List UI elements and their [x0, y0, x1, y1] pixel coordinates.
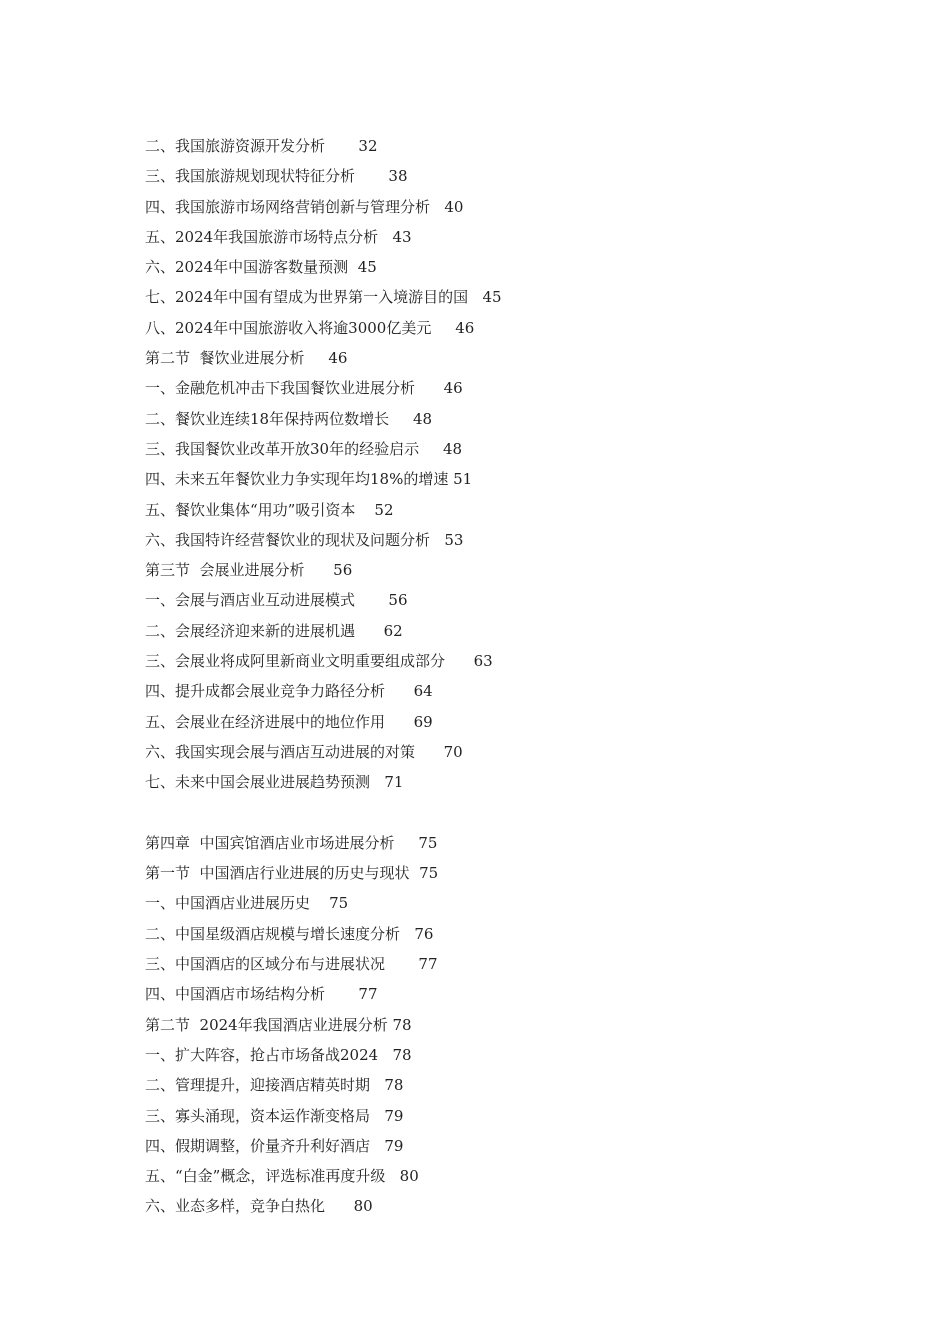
- toc-entry-page: 75: [329, 894, 349, 913]
- toc-entry-page: 48: [412, 409, 433, 428]
- toc-entry-gap: [431, 319, 455, 337]
- toc-entry-page: 78: [392, 1045, 412, 1064]
- toc-entry-gap: [325, 137, 358, 155]
- toc-entry: [145, 740, 845, 770]
- toc-entry-page: 53: [444, 530, 464, 549]
- toc-entry-title: 三、我国旅游规划现状特征分析: [145, 167, 356, 186]
- toc-entry-page: 32: [358, 137, 378, 155]
- toc-entry-page: 70: [443, 742, 463, 761]
- toc-entry-page: 43: [392, 227, 412, 246]
- toc-entry: [145, 922, 845, 952]
- toc-entry-title: 三、会展业将成阿里新商业文明重要组成部分: [145, 652, 446, 671]
- toc-entry-page: 63: [473, 652, 493, 671]
- toc-entry-page: 71: [384, 773, 404, 792]
- toc-entry-gap: [370, 1107, 384, 1125]
- toc-entry-title: 六、我国实现会展与酒店互动进展的对策: [145, 742, 416, 761]
- toc-entry-title: 一、扩大阵容，抢占市场备战2024: [145, 1045, 379, 1064]
- toc-entry-title: 四、中国酒店市场结构分析: [145, 985, 326, 1004]
- toc-entry-title: 二、中国星级酒店规模与增长速度分析: [145, 924, 401, 943]
- toc-entry-title: 四、我国旅游市场网络营销创新与管理分析: [145, 197, 431, 216]
- toc-entry-gap: [395, 834, 419, 852]
- toc-entry-title: 六、我国特许经营餐饮业的现状及问题分析: [145, 530, 431, 549]
- toc-entry: [145, 1043, 845, 1073]
- toc-entry-page: 40: [444, 197, 464, 216]
- toc-entry: [145, 558, 845, 588]
- toc-entry-gap: [410, 864, 420, 882]
- toc-entry-gap: [385, 713, 414, 731]
- toc-entry: [145, 134, 845, 164]
- toc-entry-page: 76: [414, 924, 434, 943]
- toc-entry: [145, 1134, 845, 1164]
- toc-entry-page: 77: [418, 955, 438, 974]
- toc-entry: [145, 952, 845, 982]
- toc-entry: [145, 1104, 845, 1134]
- toc-entry-title: 四、未来五年餐饮业力争实现年均18%的增速: [145, 470, 449, 489]
- toc-entry-title: 第二节 2024年我国酒店业进展分析: [145, 1015, 388, 1034]
- toc-entry-page: 64: [413, 682, 433, 701]
- toc-entry-gap: [419, 440, 443, 458]
- toc-entry: [145, 225, 845, 255]
- toc-entry: [145, 1194, 845, 1224]
- toc-entry-page: 45: [482, 288, 502, 307]
- toc-entry-page: 69: [413, 712, 433, 731]
- toc-entry-title: 八、2024年中国旅游收入将逾3000亿美元: [145, 318, 432, 337]
- toc-entry-gap: [325, 1197, 354, 1215]
- toc-entry-gap: [370, 1137, 384, 1155]
- toc-entry-title: 五、2024年我国旅游市场特点分析: [145, 227, 379, 246]
- toc-entry-gap: [355, 501, 374, 519]
- toc-entry-gap: [385, 682, 414, 700]
- toc-entry-title: 第三节 会展业进展分析: [145, 561, 305, 580]
- toc-entry: [145, 498, 845, 528]
- toc-entry-title: 六、2024年中国游客数量预测: [145, 258, 349, 277]
- table-of-contents: [145, 134, 845, 1225]
- toc-entry-gap: [355, 622, 384, 640]
- toc-entry-page: 45: [357, 258, 377, 277]
- toc-entry: [145, 467, 845, 497]
- toc-entry: [145, 407, 845, 437]
- toc-entry-title: 一、会展与酒店业互动进展模式: [145, 591, 356, 610]
- toc-entry: [145, 649, 845, 679]
- toc-entry-title: 七、未来中国会展业进展趋势预测: [145, 773, 371, 792]
- toc-entry: [145, 316, 845, 346]
- toc-entry: [145, 891, 845, 921]
- toc-entry: [145, 376, 845, 406]
- toc-entry: [145, 831, 845, 861]
- toc-entry-title: 第二节 餐饮业进展分析: [145, 349, 305, 368]
- toc-entry-title: 三、中国酒店的区域分布与进展状况: [145, 955, 386, 974]
- toc-entry-gap: [430, 198, 444, 216]
- toc-entry: [145, 346, 845, 376]
- toc-entry-page: 78: [384, 1076, 404, 1095]
- toc-entry-gap: [445, 652, 474, 670]
- toc-entry: [145, 679, 845, 709]
- toc-entry: [145, 619, 845, 649]
- toc-entry: [145, 982, 845, 1012]
- toc-entry: [145, 528, 845, 558]
- toc-entry-gap: [468, 288, 482, 306]
- toc-entry-title: 一、金融危机冲击下我国餐饮业进展分析: [145, 379, 416, 398]
- toc-entry: [145, 1073, 845, 1103]
- toc-entry-title: 第一节 中国酒店行业进展的历史与现状: [145, 864, 410, 883]
- toc-entry-title: 七、2024年中国有望成为世界第一入境游目的国: [145, 288, 469, 307]
- toc-entry-gap: [310, 894, 329, 912]
- toc-entry-page: 78: [392, 1015, 412, 1034]
- toc-entry-title: 二、餐饮业连续18年保持两位数增长: [145, 409, 390, 428]
- toc-entry-gap: [370, 773, 384, 791]
- toc-entry-title: 五、餐饮业集体“用功”吸引资本: [145, 500, 356, 519]
- toc-entry-page: 80: [399, 1167, 419, 1186]
- toc-entry-title: 四、提升成都会展业竞争力路径分析: [145, 682, 386, 701]
- toc-entry-title: 二、我国旅游资源开发分析: [145, 137, 326, 155]
- toc-entry-gap: [370, 1076, 384, 1094]
- toc-entry-title: 第四章 中国宾馆酒店业市场进展分析: [145, 833, 395, 852]
- toc-entry-title: 五、会展业在经济进展中的地位作用: [145, 712, 386, 731]
- toc-entry-gap: [305, 349, 329, 367]
- toc-entry-gap: [378, 228, 392, 246]
- toc-entry: [145, 1164, 845, 1194]
- toc-entry-title: 一、中国酒店业进展历史: [145, 894, 311, 913]
- toc-entry-gap: [355, 591, 388, 609]
- toc-entry-gap: [415, 379, 444, 397]
- toc-entry-page: 80: [353, 1197, 373, 1216]
- toc-entry: [145, 710, 845, 740]
- toc-entry-page: 75: [419, 864, 439, 883]
- toc-entry-title: 二、会展经济迎来新的进展机遇: [145, 621, 356, 640]
- toc-entry-title: 三、寡头涌现，资本运作渐变格局: [145, 1106, 371, 1125]
- toc-entry-gap: [325, 985, 358, 1003]
- toc-entry-gap: [385, 1167, 399, 1185]
- toc-entry-title: 五、“白金”概念，评选标准再度升级: [145, 1167, 386, 1186]
- toc-entry-page: 62: [383, 621, 403, 640]
- toc-entry-gap: [378, 1046, 392, 1064]
- toc-entry: [145, 255, 845, 285]
- toc-entry-title: 四、假期调整，价量齐升利好酒店: [145, 1136, 371, 1155]
- toc-entry-gap: [400, 925, 414, 943]
- toc-entry: [145, 437, 845, 467]
- toc-entry: [145, 1013, 845, 1043]
- toc-entry-page: 77: [358, 985, 378, 1004]
- toc-entry-page: 52: [374, 500, 394, 519]
- toc-entry-page: 46: [443, 379, 463, 398]
- toc-entry-gap: [348, 258, 358, 276]
- toc-entry-page: 79: [384, 1106, 404, 1125]
- toc-entry: [145, 285, 845, 315]
- toc-entry-page: 38: [388, 167, 408, 186]
- toc-entry-gap: [430, 531, 444, 549]
- toc-entry-gap: [389, 410, 413, 428]
- toc-entry-page: 46: [455, 318, 475, 337]
- toc-entry-gap: [415, 743, 444, 761]
- toc-spacer: [145, 801, 845, 831]
- toc-entry-page: 51: [453, 470, 473, 489]
- toc-entry-page: 56: [333, 561, 353, 580]
- toc-entry: [145, 861, 845, 891]
- toc-entry-page: 46: [328, 349, 348, 368]
- toc-entry-title: 六、业态多样，竞争白热化: [145, 1197, 326, 1216]
- toc-entry-title: 三、我国餐饮业改革开放30年的经验启示: [145, 439, 420, 458]
- toc-entry-page: 48: [442, 439, 463, 458]
- toc-entry-page: 79: [384, 1136, 404, 1155]
- toc-entry-gap: [385, 955, 418, 973]
- toc-entry: [145, 164, 845, 194]
- toc-entry-page: 75: [418, 833, 438, 852]
- toc-entry-gap: [305, 561, 334, 579]
- toc-entry: [145, 770, 845, 800]
- toc-entry: [145, 588, 845, 618]
- toc-entry-gap: [355, 167, 388, 185]
- toc-entry-title: 二、管理提升，迎接酒店精英时期: [145, 1076, 371, 1095]
- toc-entry: [145, 195, 845, 225]
- toc-entry-page: 56: [388, 591, 408, 610]
